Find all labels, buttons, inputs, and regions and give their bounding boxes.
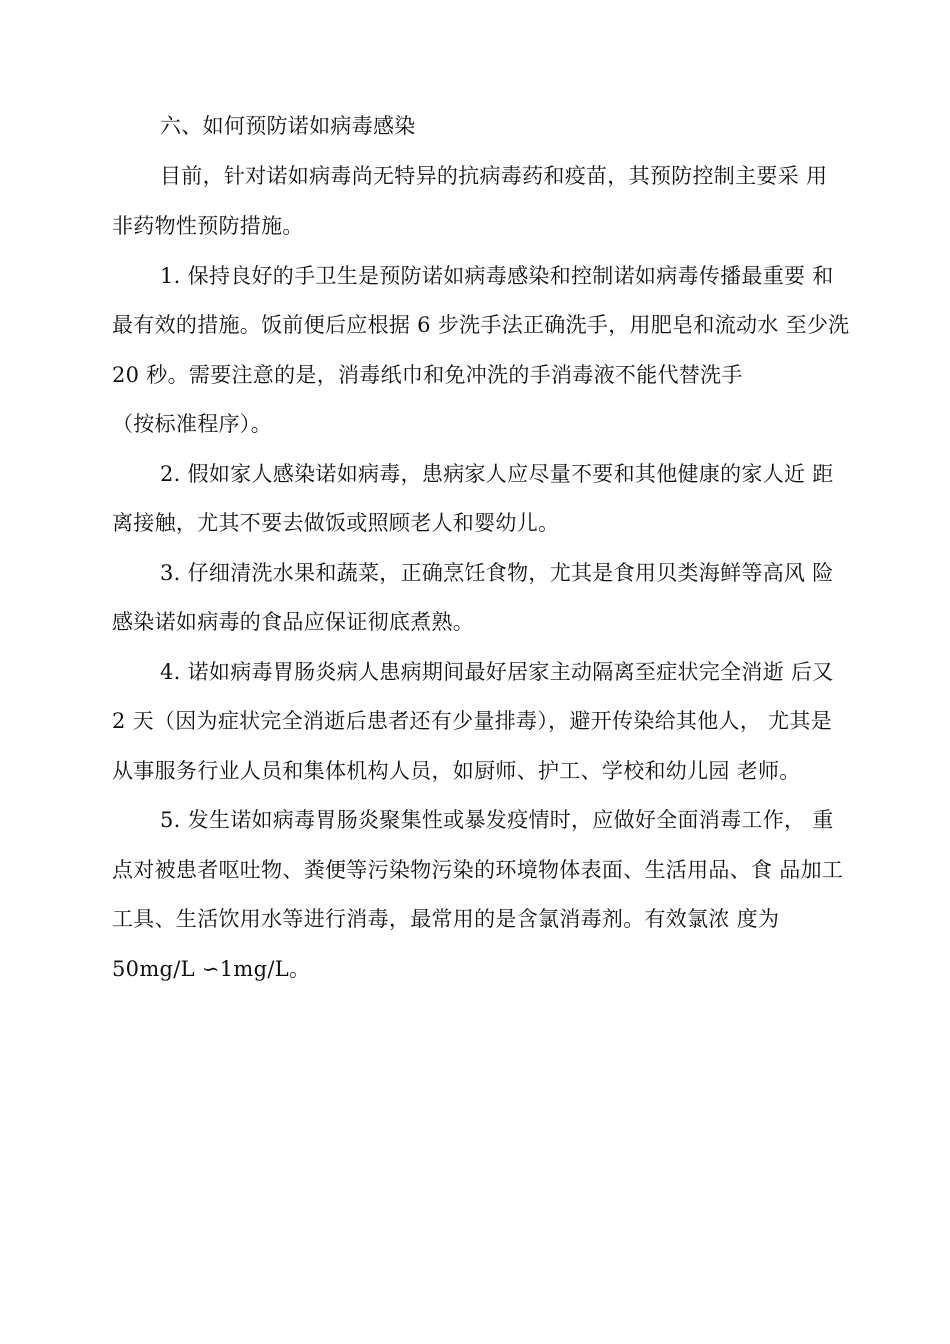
item-3-line-1: 3. 仔细清洗水果和蔬菜，正确烹饪食物，尤其是食用贝类海鲜等高风 险	[160, 561, 834, 585]
item-2-line-2: 离接触，尤其不要去做饭或照顾老人和婴幼儿。	[112, 511, 560, 535]
intro-line-2: 非药物性预防措施。	[112, 214, 304, 238]
item-1-line-3: 20 秒。需要注意的是，消毒纸巾和免冲洗的手消毒液不能代替洗手	[112, 363, 743, 387]
item-3-line-2: 感染诺如病毒的食品应保证彻底煮熟。	[112, 610, 475, 634]
item-4-line-2: 2 天（因为症状完全消逝后患者还有少量排毒），避开传染给其他人， 尤其是	[112, 709, 833, 733]
item-5-line-3: 工具、生活饮用水等进行消毒，最常用的是含氯消毒剂。有效氯浓 度为	[112, 907, 780, 931]
item-5-line-1: 5. 发生诺如病毒胃肠炎聚集性或暴发疫情时，应做好全面消毒工作， 重	[160, 808, 834, 832]
item-5-line-2: 点对被患者呕吐物、粪便等污染物污染的环境物体表面、生活用品、食 品加工	[112, 858, 844, 882]
intro-line-1: 目前，针对诺如病毒尚无特异的抗病毒药和疫苗，其预防控制主要采 用	[160, 164, 828, 188]
item-2-line-1: 2. 假如家人感染诺如病毒，患病家人应尽量不要和其他健康的家人近 距	[160, 462, 834, 486]
item-4-line-1: 4. 诺如病毒胃肠炎病人患病期间最好居家主动隔离至症状完全消逝 后又	[160, 660, 834, 684]
item-4-line-3: 从事服务行业人员和集体机构人员，如厨师、护工、学校和幼儿园 老师。	[112, 759, 801, 783]
item-5-line-4: 50mg/L ∽1mg/L。	[112, 957, 311, 981]
item-1-line-4: （按标准程序）。	[112, 412, 272, 436]
section-heading: 六、如何预防诺如病毒感染	[160, 114, 416, 138]
item-1-line-2: 最有效的措施。饭前便后应根据 6 步洗手法正确洗手，用肥皂和流动水 至少洗	[112, 313, 850, 337]
item-1-line-1: 1. 保持良好的手卫生是预防诺如病毒感染和控制诺如病毒传播最重要 和	[160, 264, 834, 288]
